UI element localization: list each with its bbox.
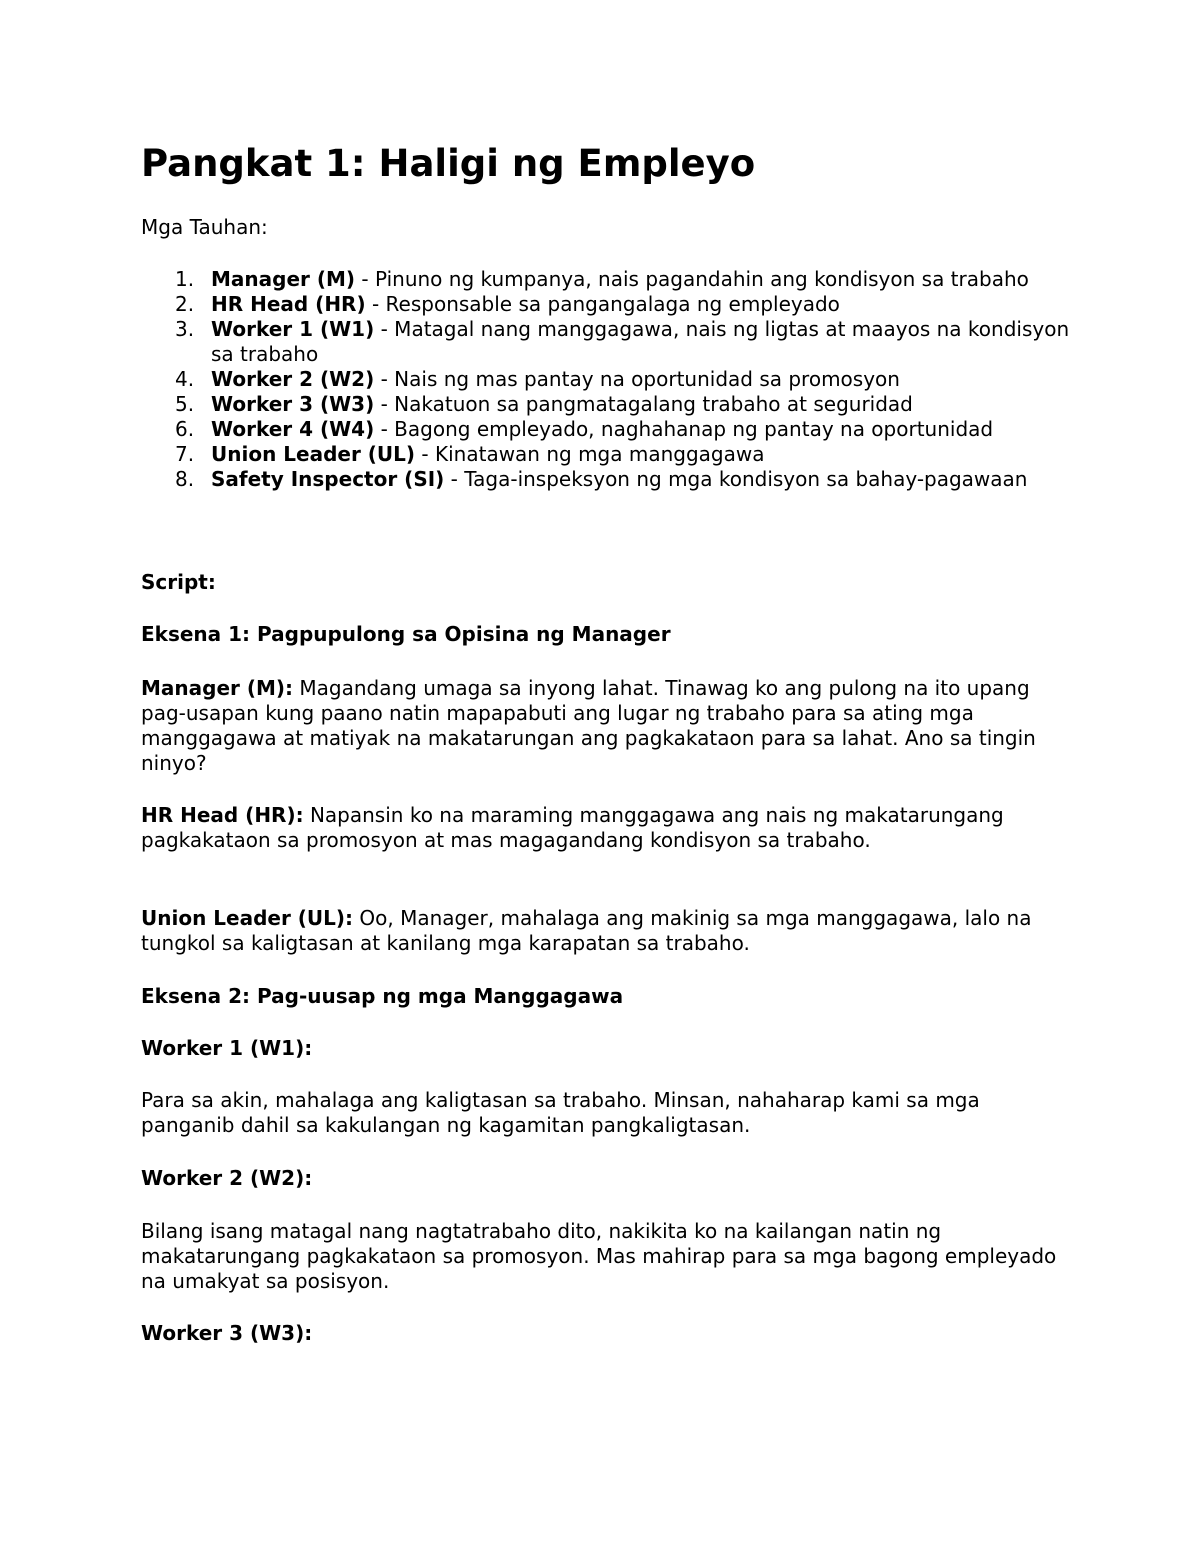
scene-2-heading: Eksena 2: Pag-uusap ng mga Manggagawa [141, 984, 624, 1008]
character-name: Worker 1 (W1) [211, 317, 375, 341]
speaker-worker-1: Worker 1 (W1): [141, 1036, 313, 1060]
dialogue-worker-1: Para sa akin, mahalaga ang kaligtasan sa trabaho. Minsan, nahaharap kami sa mga panganib dahil sa kakulangan ng kagamitan pangkaligtasan. [141, 1088, 980, 1137]
list-item [141, 442, 1071, 467]
list-item [141, 417, 1071, 442]
speaker-name: Manager (M): [141, 676, 294, 700]
dialogue-hr-head [141, 803, 1061, 853]
dialogue-union-leader [141, 906, 1061, 956]
speaker-name: Union Leader (UL): [141, 906, 354, 930]
list-number: 1. [175, 267, 195, 291]
list-number: 2. [175, 292, 195, 316]
script-heading: Script: [141, 570, 216, 594]
list-item [141, 317, 1071, 367]
list-number: 3. [175, 317, 195, 341]
character-description: - Kinatawan ng mga manggagawa [415, 442, 765, 466]
character-description: - Bagong empleyado, naghahanap ng pantay na oportunidad [374, 417, 994, 441]
dialogue-manager [141, 676, 1061, 776]
dialogue-worker-2: Bilang isang matagal nang nagtatrabaho dito, nakikita ko na kailangan natin ng makatarungang pagkakataon sa promosyon. Mas mahirap para sa mga bagong empleyado na umakyat sa posisyon. [141, 1219, 1057, 1293]
character-name: Worker 2 (W2) [211, 367, 375, 391]
speaker-name: HR Head (HR): [141, 803, 304, 827]
character-description: - Responsable sa pangangalaga ng empleyado [365, 292, 840, 316]
character-name: Safety Inspector (SI) [211, 467, 445, 491]
character-description: - Nais ng mas pantay na oportunidad sa promosyon [374, 367, 900, 391]
character-description: - Pinuno ng kumpanya, nais pagandahin ang kondisyon sa trabaho [355, 267, 1029, 291]
list-item [141, 367, 1071, 392]
character-description: - Taga-inspeksyon ng mga kondisyon sa bahay-pagawaan [444, 467, 1028, 491]
document-title: Pangkat 1: Haligi ng Empleyo [141, 142, 756, 185]
character-name: Worker 3 (W3) [211, 392, 375, 416]
list-item [141, 467, 1071, 492]
list-item [141, 267, 1071, 292]
character-name: Worker 4 (W4) [211, 417, 375, 441]
character-name: HR Head (HR) [211, 292, 366, 316]
list-item [141, 292, 1071, 317]
scene-1-heading: Eksena 1: Pagpupulong sa Opisina ng Manager [141, 622, 671, 646]
list-number: 6. [175, 417, 195, 441]
list-item [141, 392, 1071, 417]
list-number: 8. [175, 467, 195, 491]
list-number: 7. [175, 442, 195, 466]
cast-heading: Mga Tauhan: [141, 215, 268, 239]
list-number: 4. [175, 367, 195, 391]
character-name: Union Leader (UL) [211, 442, 416, 466]
speaker-worker-3: Worker 3 (W3): [141, 1321, 313, 1345]
dialogue-text: Oo, Manager, mahalaga ang makinig sa mga manggagawa, lalo na tungkol sa kaligtasan at kanilang mga karapatan sa trabaho. [141, 906, 1032, 955]
speaker-worker-2: Worker 2 (W2): [141, 1166, 313, 1190]
list-number: 5. [175, 392, 195, 416]
dialogue-text: Magandang umaga sa inyong lahat. Tinawag ko ang pulong na ito upang pag-usapan kung paano natin mapapabuti ang lugar ng trabaho para sa ating mga manggagawa at matiyak na makatarungan ang pagkakataon para sa lahat. Ano sa tingin ninyo? [141, 676, 1036, 775]
cast-list [141, 267, 1071, 492]
character-name: Manager (M) [211, 267, 356, 291]
character-description: - Nakatuon sa pangmatagalang trabaho at seguridad [374, 392, 913, 416]
dialogue-text: Napansin ko na maraming manggagawa ang nais ng makatarungang pagkakataon sa promosyon at mas magagandang kondisyon sa trabaho. [141, 803, 1004, 852]
character-description: - Matagal nang manggagawa, nais ng ligtas at maayos na kondisyon sa trabaho [211, 317, 1070, 366]
